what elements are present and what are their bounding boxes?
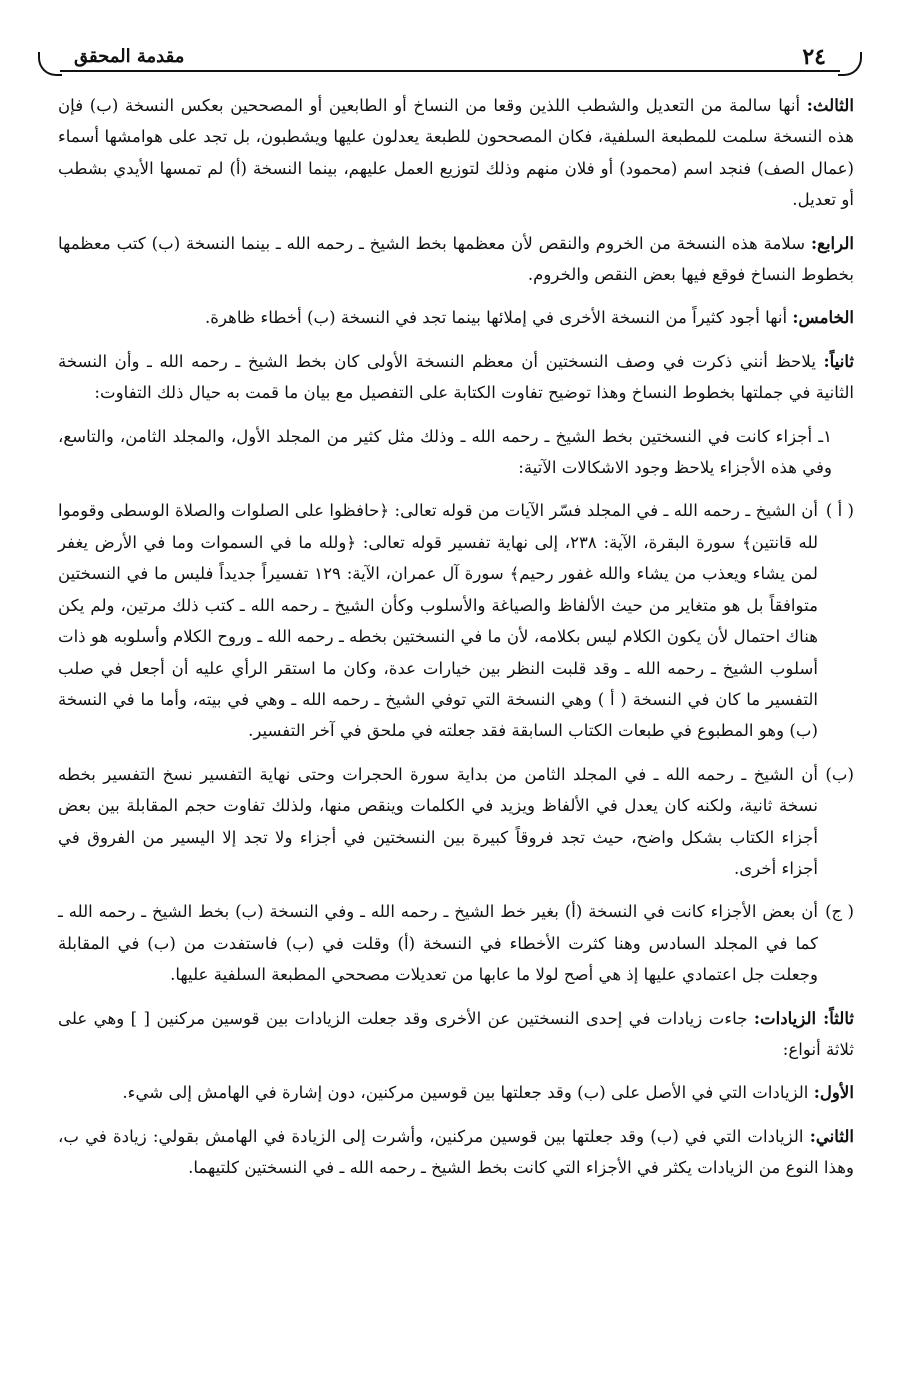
paragraph-text: سلامة هذه النسخة من الخروم والنقص لأن معظمها بخط الشيخ ـ رحمه الله ـ بينما النسخة (ب) كتب معظمها بخطوط النساخ فوقع فيها بعض النقص والخروم. [58,233,854,285]
paragraph-label: الثاني: [809,1125,854,1146]
paragraph-fourth [58,228,854,291]
item-text: أن الشيخ ـ رحمه الله ـ في المجلد الثامن من بداية سورة الحجرات وحتى نهاية التفسير نسخ التفسير بخطه نسخة ثانية، ولكنه كان يعدل في الألفاظ ويزيد في الكلمات وينقص منها، ولذلك تفاوت حجم المقابلة بين بعض أجزاء الكتاب بشكل واضح، حيث تجد فروقاً كبيرة بين النسختين في أجزاء ولا تجد إلا اليسير من الفروق في أجزاء أخرى. [58,764,818,878]
paragraph-text: أنها سالمة من التعديل والشطب اللذين وقعا من النساخ أو الطابعين أو المصححين بعكس النسخة (ب) فإن هذه النسخة سلمت للمطبعة السلفية، فكان المصححون للطبعة يعدلون عليها ويشطبون، بل تجد على هوامشها أسماء (عمال الصف) فنجد اسم (محمود) أو فلان منهم وذلك لتوزيع العمل عليهم، بينما النسخة (أ) لم تمسها الأيدي بشطب أو تعديل. [58,96,854,210]
page-number: ٢٤ [796,44,832,70]
paragraph-label: الخامس: [792,307,854,328]
paragraph-second-type [58,1121,854,1184]
list-item-a [58,495,854,746]
paragraph-text: الزيادات التي في الأصل على (ب) وقد جعلتها بين قوسين مركنين، دون إشارة في الهامش إلى شيء. [122,1083,809,1103]
page-header [38,44,862,78]
paragraph-text: أنها أجود كثيراً من النسخة الأخرى في إملائها بينما تجد في النسخة (ب) أخطاء ظاهرة. [205,308,788,328]
paragraph-text: الزيادات التي في (ب) وقد جعلتها بين قوسين مركنين، وأشرت إلى الزيادة في الهامش بقولي: زيادة في ب، وهذا النوع من الزيادات يكثر في الأجزاء التي كانت بخط الشيخ ـ رحمه الله ـ في النسختين كلتيهما. [58,1126,854,1178]
paragraph-label: الرابع: [810,232,854,253]
list-item-b [58,759,854,885]
list-item-c [58,896,854,990]
running-title: مقدمة المحقق [68,46,190,67]
paragraph-thirdly-additions [58,1003,854,1066]
paragraph-fifth [58,302,854,333]
item-marker: ( أ ) [825,501,854,521]
paragraph-label: ثالثاً: الزيادات: [753,1007,854,1028]
header-rule [60,70,840,72]
paragraph-third [58,90,854,216]
paragraph-point-one [58,421,854,484]
item-text: أن الشيخ ـ رحمه الله ـ في المجلد فسّر الآيات من قوله تعالى: ﴿حافظوا على الصلوات والصلاة الوسطى وقوموا لله قانتين﴾ سورة البقرة، الآية: ٢٣٨، إلى نهاية تفسير قوله تعالى: ﴿ولله ما في السموات وما في الأرض يغفر لمن يشاء ويعذب من يشاء والله غفور رحيم﴾ سورة آل عمران، الآية: ١٢٩ تفسيراً جديداً فليس ما في النسختين متوافقاً بل هو متغاير من حيث الألفاظ والصياغة والأسلوب وكأن الشيخ ـ رحمه الله ـ كتب ذلك مرتين، ولم يكن هناك احتمال لأن يكون الكلام ليس بكلامه، لأن ما في النسختين بخطه ـ رحمه الله ـ وروح الكلام وأسلوبه هو ذات أسلوب الشيخ ـ رحمه الله ـ وقد قلبت النظر بين خيارات عدة، وكان ما استقر الرأي عليه أن أجعل في صلب التفسير ما كان في النسخة ( أ ) وهي النسخة التي توفي الشيخ ـ رحمه الله ـ وهي في بيته، وأما ما في النسخة (ب) وهو المطبوع في طبعات الكتاب السابقة فقد جعلته في ملحق في آخر التفسير. [58,501,818,741]
header-ornament-right [838,52,862,76]
paragraph-text: جاءت زيادات في إحدى النسختين عن الأخرى وقد جعلت الزيادات بين قوسين مركنين [ ] وهي على ثلاثة أنواع: [58,1008,854,1059]
paragraph-label: الثالث: [806,95,854,115]
paragraph-secondly [58,346,854,409]
paragraph-first-type [58,1077,854,1108]
item-text: أن بعض الأجزاء كانت في النسخة (أ) بغير خط الشيخ ـ رحمه الله ـ وفي النسخة (ب) بخط الشيخ ـ رحمه الله ـ كما في المجلد السادس وهنا كثرت الأخطاء في النسخة (أ) وقلت في (ب) فاستفدت من (ب) في المقابلة وجعلت جل اعتمادي عليها إذ هي أصح لولا ما عابها من تعديلات مصححي المطبعة السلفية عليها. [58,902,818,985]
paragraph-label: الأول: [813,1082,854,1103]
paragraph-label: ثانياً: [823,350,855,371]
item-marker: ( ج) [825,902,854,922]
page-body [58,90,854,1196]
header-ornament-left [38,52,62,76]
paragraph-text: ١ـ أجزاء كانت في النسختين بخط الشيخ ـ رحمه الله ـ وذلك مثل كثير من المجلد الأول، والمجلد الثامن، والتاسع، وفي هذه الأجزاء يلاحظ وجود الاشكالات الآتية: [58,426,832,478]
item-marker: (ب) [825,764,854,784]
paragraph-text: يلاحظ أنني ذكرت في وصف النسختين أن معظم النسخة الأولى كان بخط الشيخ ـ رحمه الله ـ وأن النسخة الثانية في جملتها بخطوط النساخ وهذا توضيح تفاوت الكتابة على التفصيل مع بيان ما قمت به حيال ذلك التفاوت: [58,351,854,403]
